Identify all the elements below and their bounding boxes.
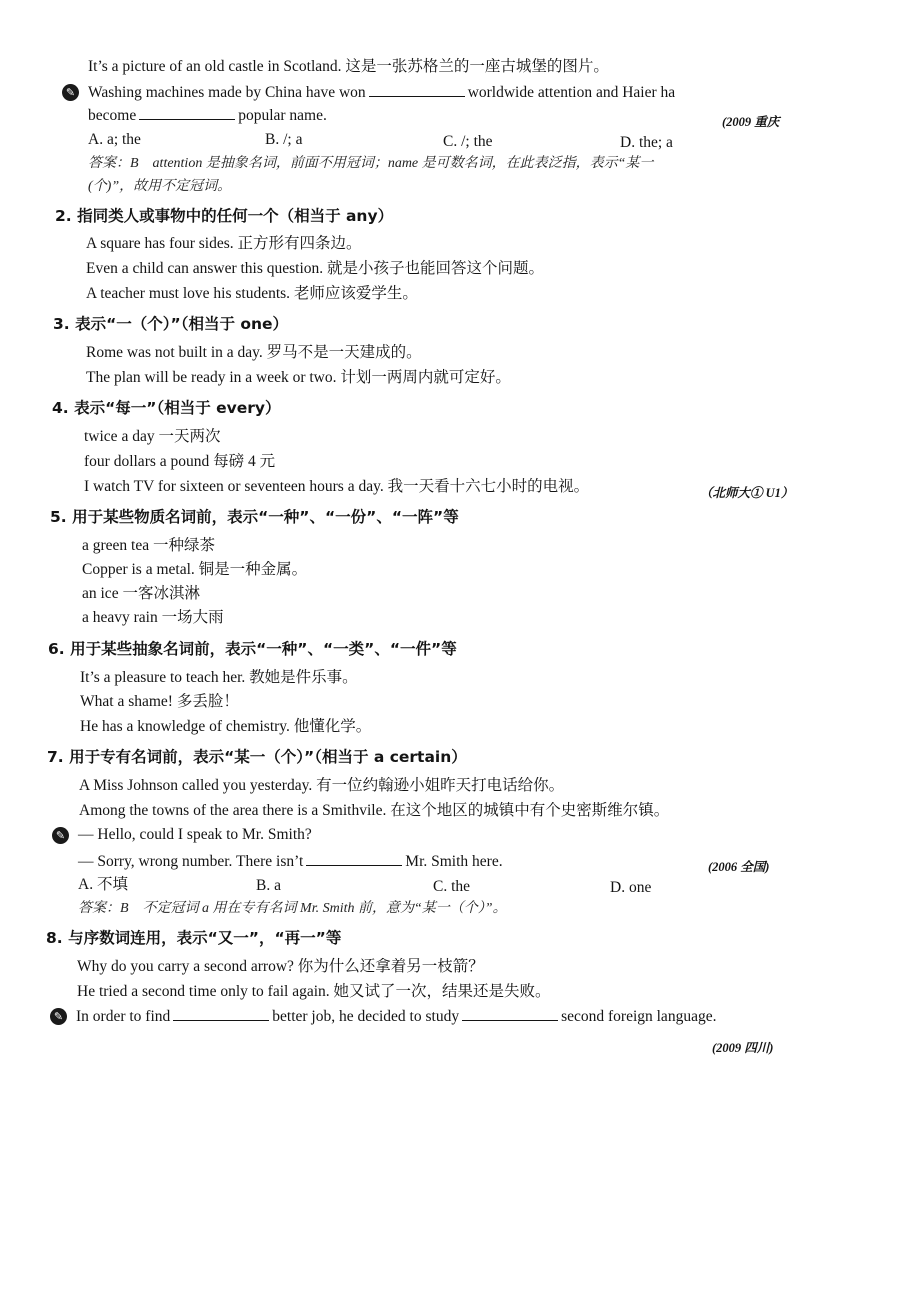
exercise1-option-a[interactable]: A. a; the xyxy=(88,131,141,148)
answer-blank[interactable] xyxy=(462,1006,558,1021)
exercise1-option-b[interactable]: B. /; a xyxy=(265,131,303,148)
section3-heading: 3. 表示“一（个）”（相当于 one） xyxy=(53,315,289,333)
section2-example-1: A square has four sides. 正方形有四条边。 xyxy=(86,235,362,252)
exercise2-option-d[interactable]: D. one xyxy=(610,879,652,896)
section2-heading: 2. 指同类人或事物中的任何一个（相当于 any） xyxy=(55,207,394,225)
answer-blank[interactable] xyxy=(369,82,465,97)
section7-example-1: A Miss Johnson called you yesterday. 有一位约翰逊小姐昨天打电话给你。 xyxy=(79,777,565,794)
exercise1-answer-line1: 答案：B attention 是抽象名词，前面不用冠词；name 是可数名词，在此表泛指，表示“某一 xyxy=(88,156,654,171)
answer-blank[interactable] xyxy=(306,851,402,866)
section4-heading: 4. 表示“每一”（相当于 every） xyxy=(52,399,281,417)
exercise1-q-part4: popular name. xyxy=(238,107,327,124)
section5-example-1: a green tea 一种绿茶 xyxy=(82,537,215,554)
section6-example-3: He has a knowledge of chemistry. 他懂化学。 xyxy=(80,718,372,735)
exercise-badge-icon: ✎ xyxy=(50,1008,67,1025)
exercise2-q-part-b: Mr. Smith here. xyxy=(405,853,503,870)
exercise2-option-c[interactable]: C. the xyxy=(433,878,471,895)
section2-example-2: Even a child can answer this question. 就是小孩子也能回答这个问题。 xyxy=(86,260,545,277)
exercise2-option-a[interactable]: A. 不填 xyxy=(78,876,128,893)
exercise1-option-c[interactable]: C. /; the xyxy=(443,133,493,150)
section8-heading: 8. 与序数词连用，表示“又一”，“再一”等 xyxy=(46,929,342,947)
intro-example: It’s a picture of an old castle in Scotland. 这是一张苏格兰的一座古城堡的图片。 xyxy=(88,58,609,75)
section5-example-4: a heavy rain 一场大雨 xyxy=(82,609,224,626)
exercise2-question-line2 xyxy=(78,851,503,872)
section6-heading: 6. 用于某些抽象名词前，表示“一种”、“一类”、“一件”等 xyxy=(48,640,457,658)
section8-example-2: He tried a second time only to fail again. 她又试了一次，结果还是失败。 xyxy=(77,983,551,1000)
exercise1-option-d[interactable]: D. the; a xyxy=(620,134,673,151)
exercise1-q-part1: Washing machines made by China have won xyxy=(88,84,366,101)
exercise3-question xyxy=(76,1006,716,1027)
section6-example-2: What a shame! 多丢脸！ xyxy=(80,693,239,710)
exercise1-q-part2: worldwide attention and Haier ha xyxy=(467,84,676,101)
section8-example-1: Why do you carry a second arrow? 你为什么还拿着另一枝箭？ xyxy=(77,958,484,975)
exercise2-question-line1: — Hello, could I speak to Mr. Smith? xyxy=(78,826,312,843)
exercise2-option-b[interactable]: B. a xyxy=(256,877,281,894)
exercise1-question-line1 xyxy=(88,82,675,103)
exercise3-q-part1: In order to find xyxy=(76,1008,171,1025)
exercise2-q-part-a: — Sorry, wrong number. There isn’t xyxy=(78,853,304,870)
section4-example-1: twice a day 一天两次 xyxy=(84,428,221,445)
exercise1-source: (2009 重庆 xyxy=(722,115,780,129)
exercise1-question-line2 xyxy=(88,105,327,126)
section4-source: （北师大① U1） xyxy=(700,486,794,500)
exercise3-q-part2: better job, he decided to study xyxy=(272,1008,460,1025)
section2-example-3: A teacher must love his students. 老师应该爱学生。 xyxy=(86,285,418,302)
exercise1-q-part3: become xyxy=(88,107,137,124)
section6-example-1: It’s a pleasure to teach her. 教她是件乐事。 xyxy=(80,669,358,686)
exercise-badge-icon: ✎ xyxy=(62,84,79,101)
exercise1-answer-line2: (个)”，故用不定冠词。 xyxy=(88,179,232,194)
exercise3-source: (2009 四川) xyxy=(712,1041,774,1055)
section5-example-3: an ice 一客冰淇淋 xyxy=(82,585,200,602)
section4-example-3: I watch TV for sixteen or seventeen hours a day. 我一天看十六七小时的电视。 xyxy=(84,478,590,495)
exercise3-q-part3: second foreign language. xyxy=(561,1008,717,1025)
section4-example-2: four dollars a pound 每磅 4 元 xyxy=(84,453,276,470)
section3-example-2: The plan will be ready in a week or two. 计划一两周内就可定好。 xyxy=(86,369,511,386)
section3-example-1: Rome was not built in a day. 罗马不是一天建成的。 xyxy=(86,344,422,361)
section7-heading: 7. 用于专有名词前，表示“某一（个）”（相当于 a certain） xyxy=(47,748,467,766)
exercise2-source: (2006 全国) xyxy=(708,860,770,874)
section5-heading: 5. 用于某些物质名词前，表示“一种”、“一份”、“一阵”等 xyxy=(50,508,459,526)
section7-example-2: Among the towns of the area there is a Smithvile. 在这个地区的城镇中有个史密斯维尔镇。 xyxy=(79,802,670,819)
section5-example-2: Copper is a metal. 铜是一种金属。 xyxy=(82,561,308,578)
exercise2-answer: 答案：B 不定冠词 a 用在专有名词 Mr. Smith 前，意为“某一（个）”。 xyxy=(78,901,507,916)
answer-blank[interactable] xyxy=(139,105,235,120)
exercise-badge-icon: ✎ xyxy=(52,827,69,844)
answer-blank[interactable] xyxy=(173,1006,269,1021)
